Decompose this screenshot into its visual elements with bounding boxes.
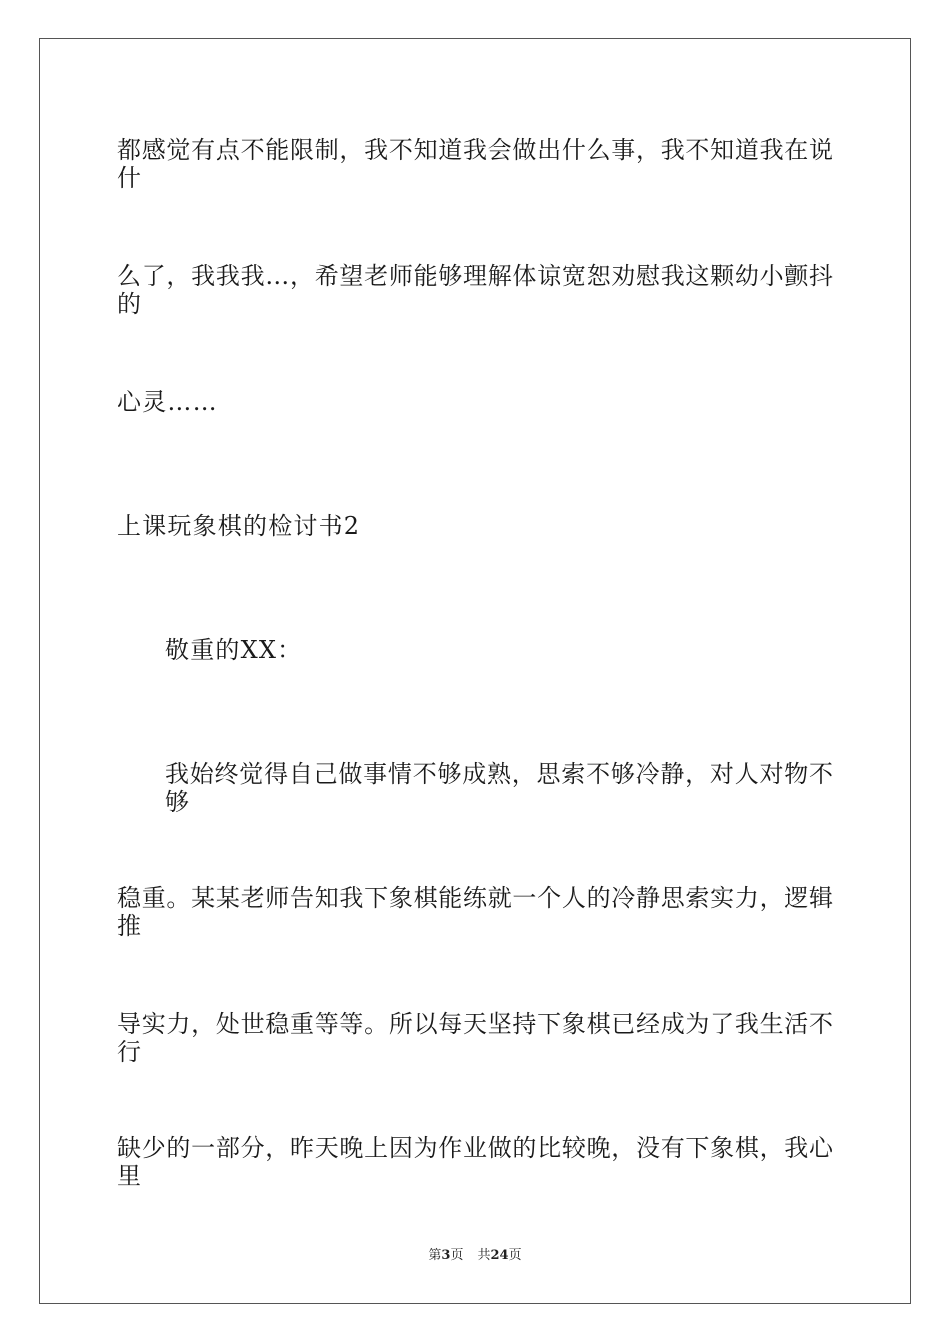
body-line-8: 导实力，处世稳重等等。所以每天坚持下象棋已经成为了我生活不行 <box>117 1010 833 1066</box>
total-pages: 24 <box>490 1248 509 1263</box>
body-line-7: 稳重。某某老师告知我下象棋能练就一个人的冷静思索实力，逻辑推 <box>117 884 833 940</box>
salutation: 敬重的XX： <box>165 636 303 664</box>
page-footer <box>0 1248 950 1264</box>
body-line-1: 都感觉有点不能限制，我不知道我会做出什么事，我不知道我在说什 <box>117 136 833 192</box>
body-line-2: 么了，我我我…，希望老师能够理解体谅宽恕劝慰我这颗幼小颤抖的 <box>117 262 833 318</box>
total-prefix: 共 <box>477 1248 491 1263</box>
page-number: 3 <box>441 1248 451 1263</box>
page-suffix: 页 <box>450 1248 464 1263</box>
body-line-6: 我始终觉得自己做事情不够成熟，思索不够冷静，对人对物不够 <box>165 760 833 816</box>
body-line-3: 心灵…… <box>117 388 218 416</box>
body-line-9: 缺少的一部分，昨天晚上因为作业做的比较晚，没有下象棋，我心里 <box>117 1134 833 1190</box>
total-suffix: 页 <box>508 1248 522 1263</box>
page-border <box>39 38 911 1304</box>
section-heading: 上课玩象棋的检讨书2 <box>117 512 361 540</box>
page-prefix: 第 <box>428 1248 442 1263</box>
